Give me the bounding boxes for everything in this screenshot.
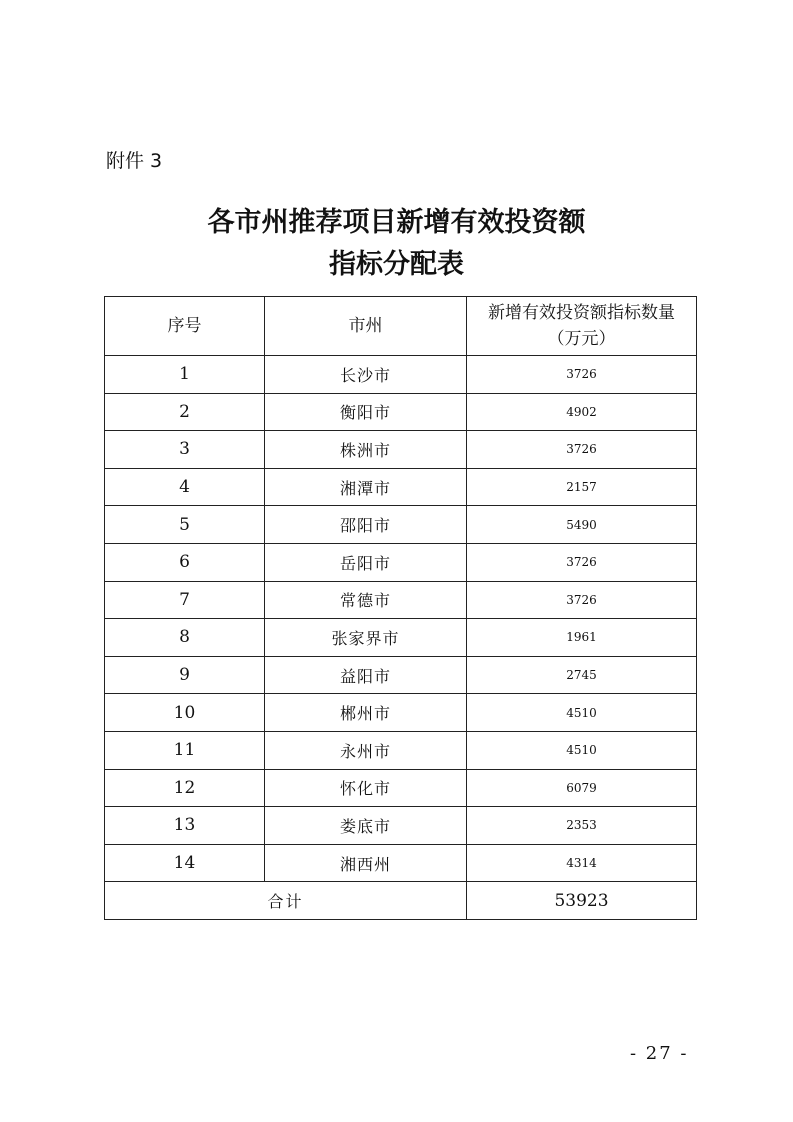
row-seq-cell: 7 [105,581,265,619]
table-row [105,731,697,769]
row-city-cell: 邵阳市 [265,506,467,544]
row-city-cell: 常德市 [265,581,467,619]
total-row [105,882,697,920]
table-row [105,844,697,882]
row-amount-cell: 4510 [467,694,697,732]
row-city-cell: 娄底市 [265,807,467,845]
table-row [105,393,697,431]
row-seq-cell: 9 [105,656,265,694]
header-amount-line-1: 新增有效投资额指标数量 [488,303,675,323]
row-city-cell: 湘西州 [265,844,467,882]
table-body [105,356,697,882]
row-city-cell: 益阳市 [265,656,467,694]
row-amount-cell: 4314 [467,844,697,882]
table-row [105,543,697,581]
total-label: 合计 [105,882,467,920]
row-amount-cell: 3726 [467,581,697,619]
row-amount-cell: 6079 [467,769,697,807]
header-amount-line-2: （万元） [547,329,616,349]
row-city-cell: 株洲市 [265,431,467,469]
row-amount-cell: 4510 [467,731,697,769]
document-title-line-2: 指标分配表 [329,249,464,280]
row-seq-cell: 5 [105,506,265,544]
row-city-cell: 衡阳市 [265,393,467,431]
table-row [105,656,697,694]
row-city-cell: 张家界市 [265,619,467,657]
row-city-cell: 郴州市 [265,694,467,732]
row-city-cell: 长沙市 [265,356,467,394]
row-amount-cell: 3726 [467,356,697,394]
row-amount-cell: 4902 [467,393,697,431]
header-city: 市州 [265,297,467,356]
attachment-label: 附件 3 [106,150,163,172]
row-amount-cell: 2157 [467,468,697,506]
page-number: - 27 - [630,1043,689,1064]
row-amount-cell: 1961 [467,619,697,657]
row-amount-cell: 2353 [467,807,697,845]
row-seq-cell: 1 [105,356,265,394]
table-row [105,468,697,506]
row-seq-cell: 8 [105,619,265,657]
table-row [105,807,697,845]
row-city-cell: 怀化市 [265,769,467,807]
allocation-table [104,296,697,920]
table-row [105,694,697,732]
row-seq-cell: 14 [105,844,265,882]
row-seq-cell: 13 [105,807,265,845]
table-row [105,431,697,469]
row-seq-cell: 12 [105,769,265,807]
table-row [105,769,697,807]
row-amount-cell: 3726 [467,431,697,469]
document-title-line-1: 各市州推荐项目新增有效投资额 [207,207,586,238]
table-header-row [105,297,697,356]
total-value: 53923 [467,882,697,920]
row-amount-cell: 5490 [467,506,697,544]
row-seq-cell: 10 [105,694,265,732]
table-row [105,356,697,394]
row-amount-cell: 3726 [467,543,697,581]
table-row [105,619,697,657]
row-seq-cell: 4 [105,468,265,506]
row-seq-cell: 11 [105,731,265,769]
row-seq-cell: 3 [105,431,265,469]
row-city-cell: 湘潭市 [265,468,467,506]
row-seq-cell: 6 [105,543,265,581]
header-seq: 序号 [105,297,265,356]
table-row [105,506,697,544]
row-amount-cell: 2745 [467,656,697,694]
header-amount [467,297,697,356]
row-city-cell: 岳阳市 [265,543,467,581]
row-seq-cell: 2 [105,393,265,431]
row-city-cell: 永州市 [265,731,467,769]
table-row [105,581,697,619]
